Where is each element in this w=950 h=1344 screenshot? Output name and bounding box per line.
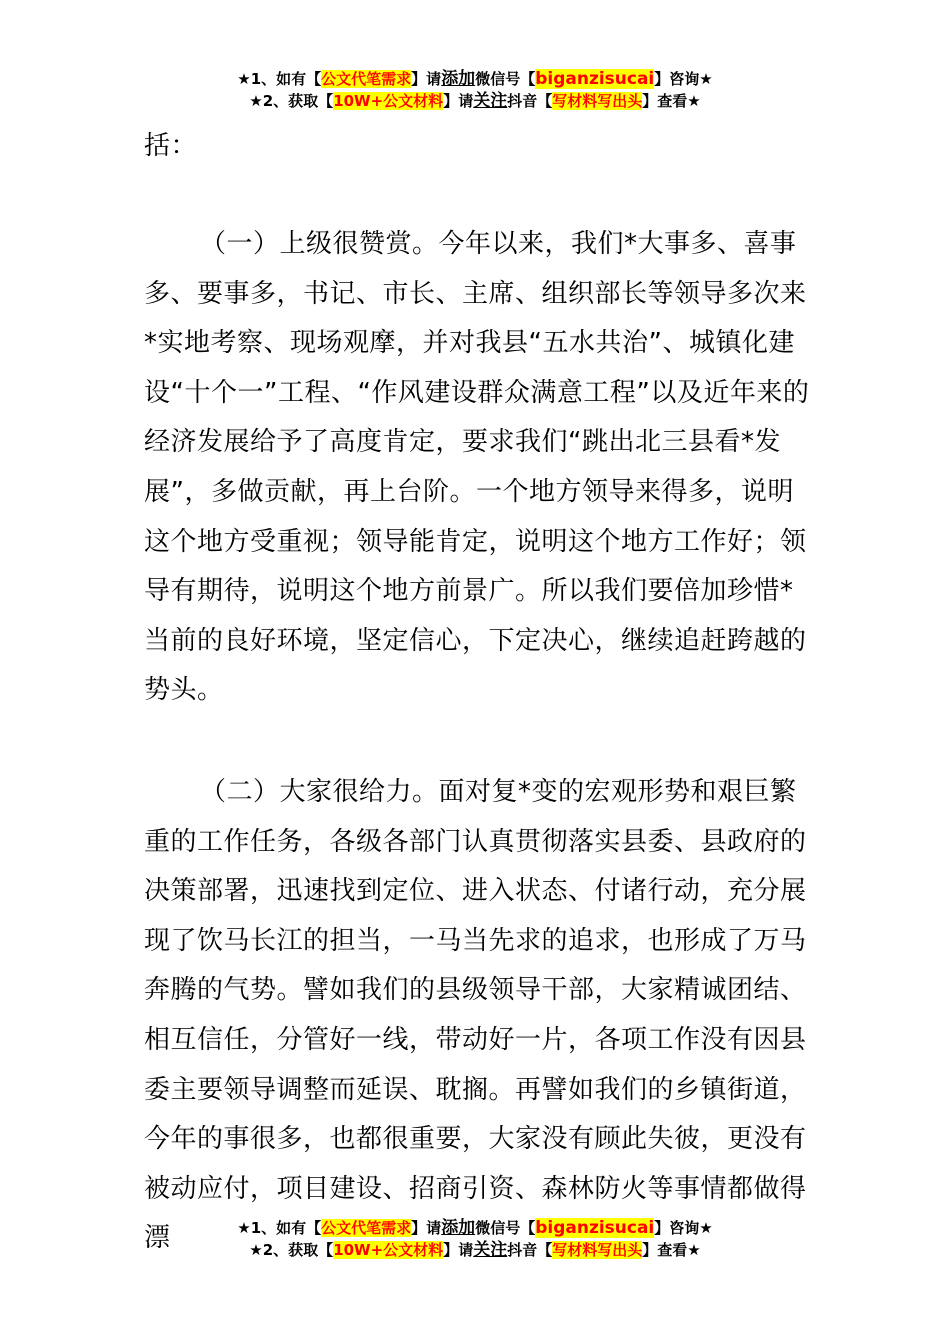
header-banner [0,68,950,112]
paragraph-continuation [144,122,814,172]
paragraph-section-1 [144,220,814,716]
paragraph-2: （二）大家很给力。面对复*变的宏观形势和艰巨繁重的工作任务，各级各部门认真贯彻落实县委、县政府的决策部署，迅速找到定位、进入状态、付诸行动，充分展现了饮马长江的担当，一马当先求的追求，也形成了万马奔腾的气势。譬如我们的县级领导干部，大家精诚团结、相互信任，分管好一线，带动好一片，各项工作没有因县委主要领导调整而延误、耽搁。再譬如我们的乡镇街道，今年的事很多，也都很重要，大家没有顾此失彼，更没有被动应付，项目建设、招商引资、森林防火等事情都做得漂 [144,777,807,1254]
banner-line-2: ★2、获取【10W+公文材料】请关注抖音【写材料写出头】查看★ [249,91,701,111]
footer-banner-line-2: ★2、获取【10W+公文材料】请关注抖音【写材料写出头】查看★ [249,1240,701,1260]
paragraph-section-2 [144,768,814,1264]
paragraph-1: （一）上级很赞赏。今年以来，我们*大事多、喜事多、要事多，书记、市长、主席、组织部长等领导多次来*实地考察、现场观摩，并对我县“五水共治”、城镇化建设“十个一”工程、“作风建设群众满意工程”以及近年来的经济发展给予了高度肯定，要求我们“跳出北三县看*发展”，多做贡献，再上台阶。一个地方领导来得多，说明这个地方受重视；领导能肯定，说明这个地方工作好；领导有期待，说明这个地方前景广。所以我们要倍加珍惜*当前的良好环境，坚定信心，下定决心，继续追赶跨越的势头。 [144,229,810,706]
paragraph-0: 括： [144,131,198,161]
footer-banner-line-1: ★1、如有【公文代笔需求】请添加微信号【biganzisucai】咨询★ [237,1218,713,1238]
banner-line-1: ★1、如有【公文代笔需求】请添加微信号【biganzisucai】咨询★ [237,69,713,89]
footer-banner [0,1217,950,1261]
